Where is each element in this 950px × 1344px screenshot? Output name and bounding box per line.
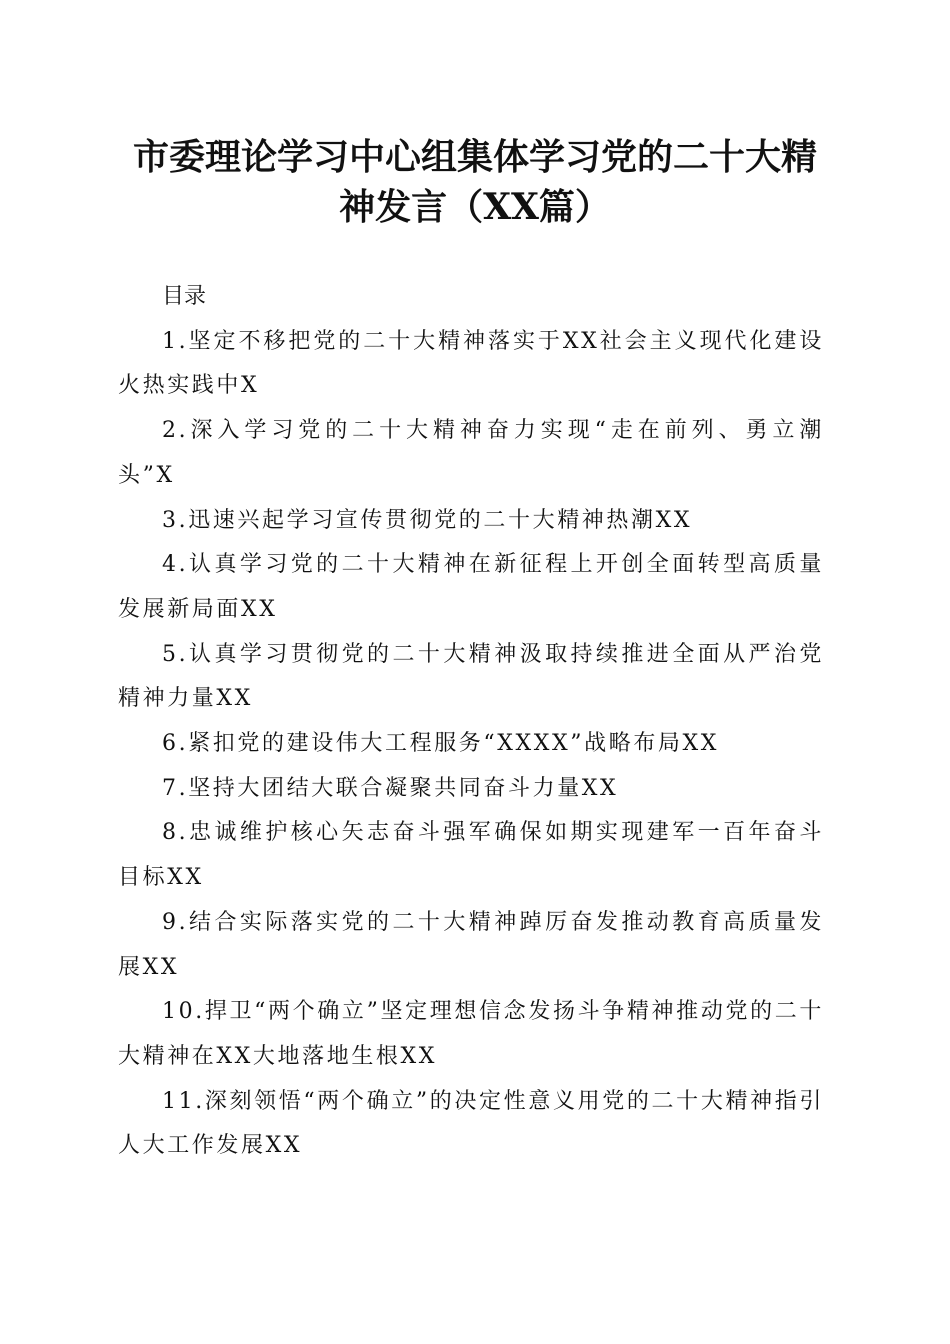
toc-item: 7.坚持大团结大联合凝聚共同奋斗力量XX [162,775,619,801]
toc-item: 2.深入学习党的二十大精神奋力实现“走在前列、勇立潮头”X [118,418,824,488]
toc-item: 9.结合实际落实党的二十大精神踔厉奋发推动教育高质量发展XX [118,909,824,980]
toc-item: 5.认真学习贯彻党的二十大精神汲取持续推进全面从严治党精神力量XX [118,641,824,712]
toc-heading: 目录 [162,284,207,309]
toc-item: 10.捍卫“两个确立”坚定理想信念发扬斗争精神推动党的二十大精神在XX大地落地生根XX [118,999,824,1069]
toc-item: 3.迅速兴起学习宣传贯彻党的二十大精神热潮XX [162,507,693,533]
toc-item: 11.深刻领悟“两个确立”的决定性意义用党的二十大精神指引人大工作发展XX [118,1088,824,1159]
table-of-contents [118,275,824,1169]
toc-item: 4.认真学习党的二十大精神在新征程上开创全面转型高质量发展新局面XX [118,552,824,622]
toc-item: 8.忠诚维护核心矢志奋斗强军确保如期实现建军一百年奋斗目标XX [118,820,824,891]
toc-item: 1.坚定不移把党的二十大精神落实于XX社会主义现代化建设火热实践中X [118,328,824,399]
toc-item: 6.紧扣党的建设伟大工程服务“XXXX”战略布局XX [162,731,720,757]
document-title: 市委理论学习中心组集体学习党的二十大精神发言（XX篇） [132,136,817,228]
